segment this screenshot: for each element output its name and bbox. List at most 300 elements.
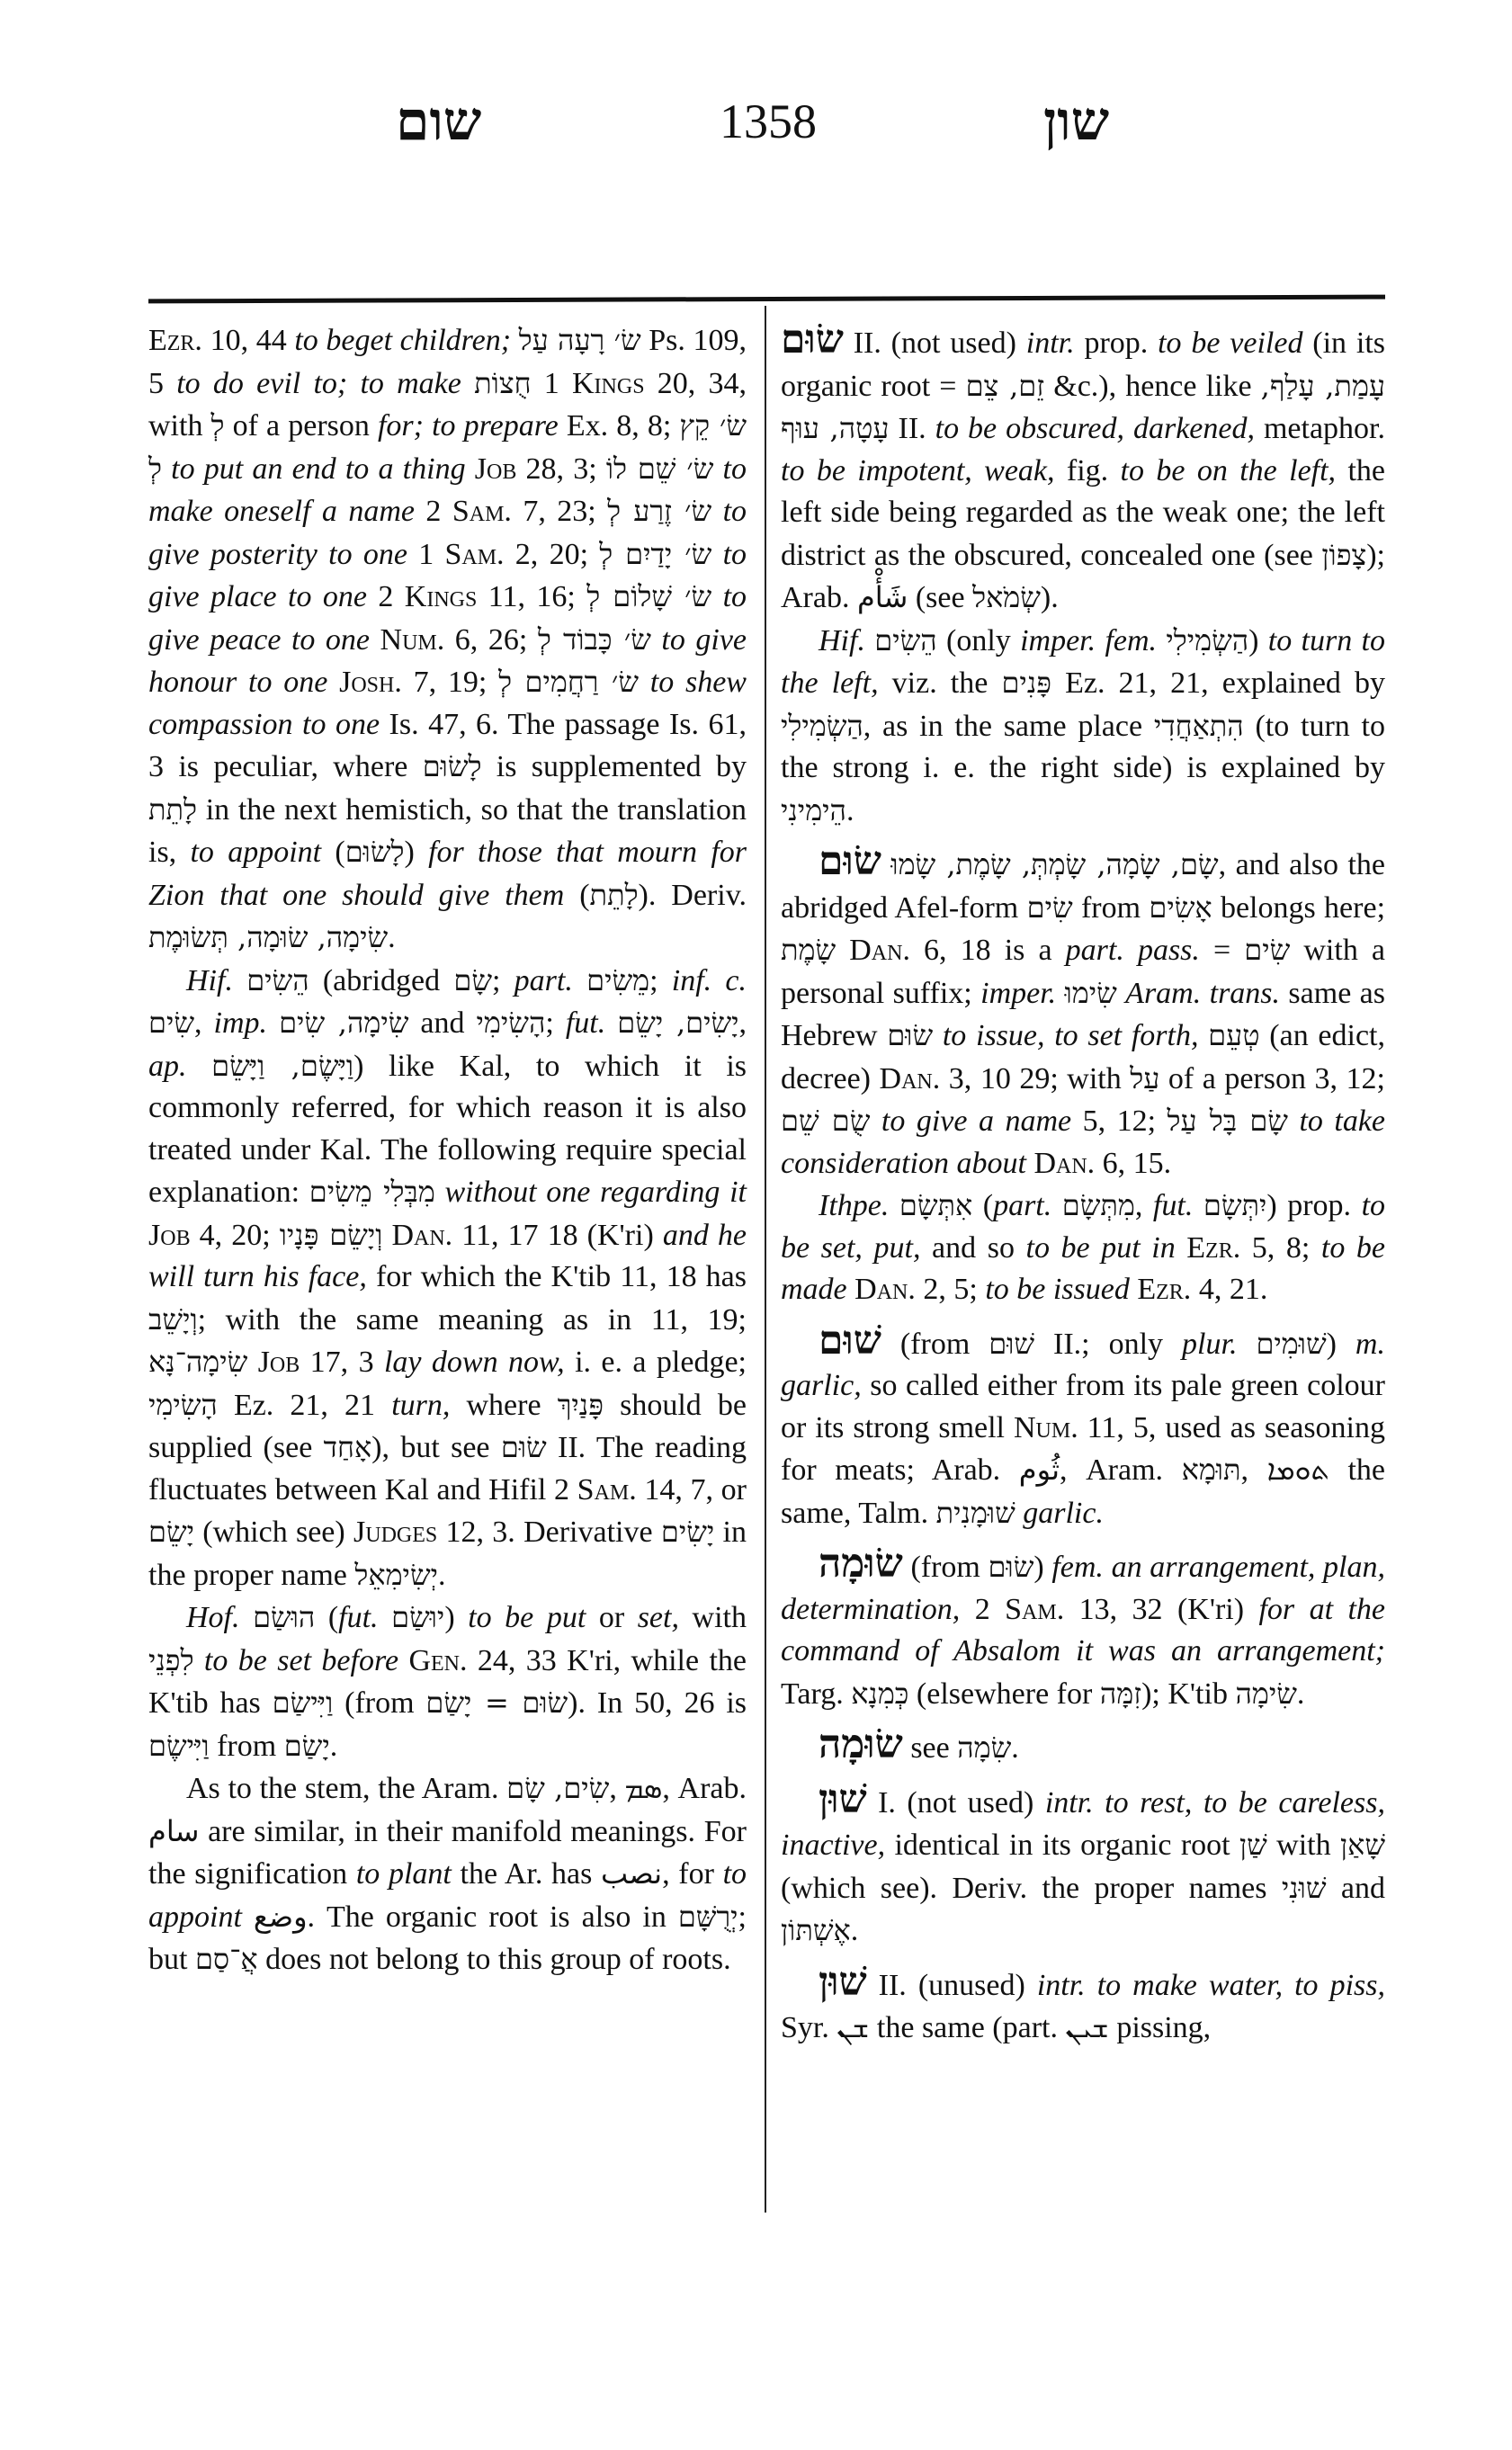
text-run: &c.), hence like: [1044, 369, 1261, 403]
text-run: ): [1248, 623, 1268, 657]
text-run: Syr.: [781, 2011, 837, 2044]
italic-run: to take consideration about: [781, 1104, 1386, 1180]
column-divider: [765, 306, 766, 2213]
italic-run: to do evil to; to make: [176, 366, 475, 400]
text-run: in the next hemistich, so that the translation is,: [148, 792, 747, 869]
text-run: (: [579, 878, 590, 912]
italic-run: plur.: [1182, 1327, 1257, 1361]
entry-paragraph: [781, 1543, 1385, 1715]
text-run: 17, 3: [300, 1346, 384, 1379]
italic-run: imper. fem.: [1020, 623, 1167, 657]
hebrew-run: שָׂם בָּל עַל: [1167, 1104, 1288, 1138]
text-run: Ps. 109, 5: [148, 324, 747, 400]
small-caps-run: Kings: [404, 580, 478, 613]
text-run: .: [329, 1729, 338, 1763]
hebrew-run: הוּשַׂם: [253, 1600, 316, 1634]
text-run: 6, 18 is a: [909, 934, 1066, 967]
text-run: ,: [194, 1006, 214, 1040]
small-caps-run: Dan.: [1033, 1146, 1096, 1180]
text-run: II. The reading fluctuates between Kal and Hifil 2: [148, 1431, 747, 1507]
hebrew-run: פָּנִים: [1001, 666, 1051, 700]
text-run: and: [1326, 1871, 1385, 1905]
hebrew-run: שִׂים: [148, 1006, 195, 1040]
hebrew-run: מִבְּלִי מֵשִׂים: [309, 1175, 435, 1209]
text-run: (only: [936, 623, 1021, 657]
hebrew-run: תּוּמָא: [1181, 1453, 1241, 1487]
text-run: 24, 33 K'ri, while the K'tib has: [148, 1643, 747, 1720]
hebrew-run: פָּנַיִךְ: [557, 1387, 604, 1422]
italic-run: lay down now,: [383, 1346, 576, 1379]
hebrew-run: הִתְאַחֲדִי: [1153, 708, 1244, 743]
hebrew-run: שׁוּם: [989, 1326, 1035, 1361]
hebrew-run: שׁוּנִי: [1281, 1870, 1327, 1905]
small-caps-run: Sam.: [577, 1472, 637, 1507]
hebrew-run: יָשֵׂם: [148, 1515, 195, 1549]
text-run: , for: [662, 1857, 723, 1891]
hebrew-run: וַיִּישַׂם: [272, 1685, 334, 1720]
hebrew-run: שִׂימָה־נָּא: [148, 1345, 248, 1379]
hebrew-run: יָשַׂם: [283, 1728, 330, 1763]
hebrew-run: שׂוּם = יָשַׂם: [425, 1685, 568, 1720]
hebrew-run: מֵשִׂים: [586, 962, 650, 997]
italic-run: to appoint: [148, 1857, 747, 1934]
italic-run: part.: [514, 963, 587, 997]
hebrew-run: יִתְּשָׂם: [1203, 1188, 1267, 1222]
hebrew-run: הָשִׂימִי: [148, 1387, 218, 1422]
small-caps-run: Sam.: [1005, 1592, 1065, 1626]
small-caps-run: Josh.: [339, 666, 402, 699]
hebrew-run: שׂוּם: [988, 1550, 1034, 1584]
italic-run: to shew compassion to one: [148, 666, 747, 741]
text-run: II. (not used): [843, 326, 1026, 360]
text-run: (from: [333, 1686, 426, 1720]
text-run: 3, 10 29; with: [940, 1061, 1131, 1095]
text-run: (: [335, 836, 345, 869]
hebrew-run: יָשִׂים: [660, 1515, 715, 1549]
text-run: II.: [889, 412, 935, 445]
text-run: 2: [378, 580, 405, 613]
italic-run: intr.: [1025, 326, 1085, 360]
text-run: , Aram.: [1060, 1453, 1182, 1487]
italic-run: for those that mourn for Zion that one should give them: [148, 836, 747, 912]
arabic-syriac-run: ܫܢ: [837, 2010, 870, 2044]
italic-run: part. pass.: [1065, 934, 1213, 967]
hebrew-run: שׂ׳ שֵׁם לוֹ: [605, 451, 714, 486]
text-run: ), but see: [371, 1431, 501, 1464]
text-run: 7, 19;: [401, 666, 499, 699]
entry-paragraph: [781, 1721, 1385, 1770]
small-caps-run: Job: [148, 1218, 191, 1252]
hebrew-run: אֶשְׁתּוֹן: [781, 1913, 851, 1947]
hebrew-run: שַׁן: [1239, 1828, 1267, 1862]
hebrew-run: שִׂמָה: [957, 1730, 1012, 1765]
hebrew-run: שׁוּמָנִית: [935, 1495, 1015, 1530]
text-run: ,: [738, 1006, 747, 1040]
italic-run: to give honour to one: [148, 622, 747, 699]
headword: שׁוּן: [819, 1775, 867, 1822]
text-run: the same (part.: [869, 2011, 1066, 2044]
text-run: is supplemented by: [481, 750, 747, 783]
text-run: 14, 7, or: [636, 1472, 747, 1507]
text-run: ;: [491, 963, 514, 997]
text-run: are similar, in their manifold meanings. For the signification: [148, 1814, 747, 1891]
entry-paragraph: [781, 1185, 1385, 1311]
hebrew-run: זִמָּה: [1099, 1676, 1142, 1711]
text-run: (: [972, 1189, 994, 1222]
text-run: 4, 20;: [190, 1218, 280, 1252]
italic-run: Aram. trans.: [1116, 976, 1289, 1010]
hebrew-run: אָחַד: [323, 1430, 372, 1464]
text-run: with: [692, 1601, 747, 1634]
text-run: ).: [1040, 581, 1059, 614]
text-run: same as Hebrew: [781, 976, 1385, 1052]
hebrew-run: צָפוֹן: [1321, 537, 1367, 572]
hebrew-run: וְיָשֵׁב: [148, 1301, 198, 1337]
italic-run: to put an end to a thing: [161, 452, 475, 486]
hebrew-run: שִׂימָה, שׂוּמָה, תְּשׂוּמֶת: [148, 920, 389, 954]
text-run: ): [1326, 1327, 1355, 1361]
italic-run: fut.: [565, 1006, 618, 1040]
hebrew-run: אָשִׂים: [1149, 890, 1212, 925]
text-run: from: [1072, 890, 1150, 925]
text-run: 2, 5;: [915, 1273, 986, 1306]
italic-run: to give place to one: [148, 537, 747, 613]
hebrew-run: יוּשַׂם: [391, 1600, 445, 1634]
small-caps-run: Num.: [380, 622, 445, 657]
hebrew-run: שׂ׳ יָדַיִם לְ: [599, 536, 712, 571]
text-run: . The organic root is also in: [307, 1900, 678, 1934]
running-head-left: שום: [396, 92, 482, 151]
hebrew-run: הַשְׂמִילִי: [781, 708, 863, 743]
italic-run: intr. to rest, to be careless, inactive,: [781, 1785, 1385, 1862]
italic-run: fut.: [1152, 1189, 1203, 1222]
entry-paragraph: [781, 1958, 1385, 2050]
entry-paragraph: [781, 620, 1385, 833]
italic-run: to be put in: [1025, 1230, 1187, 1265]
small-caps-run: Num.: [1013, 1410, 1078, 1444]
text-run: of a person 3, 12;: [1159, 1061, 1385, 1095]
text-run: I. (not used): [866, 1785, 1045, 1820]
text-run: ): [1033, 1551, 1052, 1584]
hebrew-run: שׂוּם: [500, 1430, 547, 1464]
arabic-syriac-run: سام: [148, 1813, 200, 1848]
hebrew-run: שִׂים, שָׂם: [506, 1771, 610, 1805]
italic-run: imp.: [213, 1006, 280, 1040]
italic-run: to give peace to one: [148, 580, 747, 657]
italic-run: garlic.: [1015, 1496, 1104, 1530]
small-caps-run: Ezr.: [1186, 1230, 1241, 1265]
text-run: fig.: [1066, 453, 1121, 487]
text-run: ) prop.: [1266, 1189, 1362, 1222]
text-run: see: [902, 1731, 958, 1765]
text-run: 10, 44: [201, 324, 295, 357]
text-run: , Arab.: [662, 1772, 747, 1805]
left-column: [148, 319, 747, 1981]
text-run: 7, 23;: [511, 495, 608, 528]
italic-run: to be set before: [193, 1643, 409, 1677]
small-caps-run: Sam.: [444, 537, 505, 571]
text-run: 5, 12;: [1082, 1104, 1168, 1138]
text-run: (from: [902, 1551, 989, 1584]
italic-run: Hof.: [186, 1601, 254, 1634]
page-number: 1358: [720, 94, 817, 148]
text-run: [247, 1346, 257, 1379]
text-run: the same, Talm.: [781, 1453, 1385, 1530]
italic-run: Hif.: [186, 963, 247, 997]
text-run: or: [598, 1601, 638, 1634]
text-run: with: [1266, 1829, 1340, 1862]
italic-run: fut.: [338, 1601, 392, 1634]
arabic-syriac-run: ܬܘܡܐ: [1266, 1453, 1329, 1487]
hebrew-run: הֵשִׂים: [874, 622, 937, 657]
italic-run: to plant: [355, 1857, 461, 1891]
text-run: 13, 32 (K'ri): [1064, 1592, 1259, 1626]
small-caps-run: Judges: [353, 1516, 438, 1549]
text-run: 2, 20;: [504, 537, 600, 571]
entry-paragraph: [148, 1767, 747, 1981]
italic-run: imper.: [980, 976, 1065, 1010]
hebrew-run: שִׂים: [1244, 933, 1291, 967]
text-run: Targ.: [781, 1677, 852, 1711]
hebrew-run: שׁוּמִים: [1256, 1326, 1327, 1361]
hebrew-run: מִתְּשָׂם: [1061, 1188, 1135, 1222]
small-caps-run: Dan.: [849, 934, 910, 967]
headword: שׂוּמָה: [819, 1721, 903, 1767]
text-run: pissing,: [1108, 2011, 1212, 2044]
text-run: in the proper name: [148, 1516, 747, 1592]
entry-paragraph: [781, 838, 1386, 1185]
italic-run: without one regarding it: [434, 1176, 747, 1209]
italic-run: for; to prepare: [377, 409, 567, 443]
text-run: Ex. 8, 8;: [566, 409, 680, 443]
text-run: , as in the same place: [863, 709, 1154, 743]
text-run: should be supplied (see: [148, 1388, 747, 1464]
headword: שׂוּם: [781, 317, 844, 362]
text-run: 1: [418, 537, 445, 571]
text-run: the left side being regarded as the weak one; the left district as the obscured, concealed one (see: [781, 453, 1385, 572]
text-run: (to turn to the strong i. e. the right side) is explained by: [781, 709, 1386, 784]
text-run: and so: [932, 1230, 1026, 1265]
hebrew-run: שָׂם: [453, 962, 492, 997]
text-run: and: [408, 1006, 477, 1040]
italic-run: to appoint: [190, 836, 336, 869]
hebrew-run: שׂ׳ רָעָה עַל: [518, 323, 641, 357]
italic-run: and he will turn his face,: [148, 1218, 747, 1293]
text-run: , and also the abridged Afel-form: [781, 848, 1385, 925]
hebrew-run: לִפְנֵי: [148, 1642, 194, 1677]
hebrew-run: שׂ׳ זֶרַע לְ: [607, 494, 712, 528]
italic-run: set,: [637, 1601, 693, 1634]
italic-run: fem. an arrangement, plan, determination,: [781, 1551, 1385, 1626]
hebrew-run: וַיָּשֶׂם, וַיָּשֵׂם: [211, 1048, 354, 1083]
hebrew-run: שׂ׳ כָּבוֹד לְ: [537, 621, 651, 657]
headword: שׁוּן: [819, 1958, 867, 2005]
italic-run: to give posterity to one: [148, 495, 747, 571]
text-run: 11, 5, used as seasoning for meats; Arab.: [781, 1410, 1385, 1487]
text-run: metaphor.: [1263, 412, 1385, 445]
text-run: i. e. a pledge;: [575, 1346, 747, 1379]
text-run: ): [444, 1601, 469, 1634]
hebrew-run: שֻׂם שֵׁם: [781, 1104, 871, 1138]
hebrew-run: יְרֻשָּׁם: [677, 1899, 738, 1934]
hebrew-run: לָשׂוּם: [422, 749, 482, 783]
hebrew-run: עַל: [1130, 1060, 1160, 1095]
hebrew-run: אִתְּשָׂם: [899, 1188, 973, 1222]
italic-run: to be impotent, weak,: [781, 453, 1067, 487]
text-run: where: [466, 1388, 558, 1422]
text-run: 1: [531, 366, 572, 400]
text-run: (from: [881, 1327, 989, 1361]
hebrew-run: לָשׂוּם: [344, 835, 405, 869]
text-run: ,: [1240, 1453, 1267, 1487]
hebrew-run: וְיָשֵׂם פָּנָיו: [279, 1217, 383, 1252]
italic-run: to make oneself a name: [148, 452, 747, 528]
text-run: the Ar. has: [460, 1857, 601, 1891]
italic-run: to be put: [468, 1601, 599, 1634]
small-caps-run: Job: [474, 452, 517, 486]
text-run: .: [845, 793, 854, 827]
text-run: =: [1213, 934, 1245, 967]
italic-run: to be veiled: [1158, 326, 1313, 360]
text-run: (elsewhere for: [908, 1677, 1100, 1711]
hebrew-run: שָׂמֶת: [781, 933, 837, 967]
hebrew-run: שָׂם, שָׂמָה, שָׂמְתְּ, שָׂמֶת, שָׂמוּ: [890, 847, 1219, 881]
hebrew-run: שִׂימָה, שִׂים: [279, 1006, 409, 1040]
italic-run: to turn to the left,: [781, 623, 1385, 700]
small-caps-run: Dan.: [879, 1061, 941, 1095]
text-run: [836, 934, 849, 967]
text-run: .: [1011, 1731, 1019, 1765]
text-run: .: [1296, 1677, 1305, 1711]
entry-paragraph: [148, 1596, 747, 1767]
arabic-syriac-run: ܣܡ: [624, 1771, 663, 1805]
text-run: from: [209, 1729, 284, 1763]
small-caps-run: Gen.: [408, 1643, 468, 1677]
italic-run: m. garlic,: [781, 1327, 1385, 1402]
entry-paragraph: [148, 319, 747, 960]
hebrew-run: לְ: [210, 408, 225, 443]
italic-run: inf. c.: [671, 963, 747, 997]
small-caps-run: Ezr.: [1137, 1273, 1192, 1306]
text-run: belongs here;: [1212, 890, 1386, 925]
italic-run: to be set, put,: [781, 1189, 1386, 1265]
entry-paragraph: [781, 319, 1385, 620]
text-run: identical in its organic root: [894, 1829, 1239, 1862]
text-run: II.; only: [1034, 1327, 1183, 1361]
arabic-syriac-run: ܫܝܢ: [1065, 2010, 1109, 2044]
text-run: 12, 3. Derivative: [437, 1516, 661, 1549]
italic-run: Ithpe.: [819, 1189, 899, 1222]
arabic-syriac-run: شَأْم: [856, 580, 908, 614]
text-run: ;: [649, 963, 672, 997]
text-run: (: [315, 1601, 339, 1634]
text-run: (an edict, decree): [781, 1019, 1385, 1095]
text-run: 6, 15.: [1095, 1146, 1172, 1180]
hebrew-run: לָתֵת: [148, 791, 197, 827]
text-run: II. (unused): [866, 1968, 1037, 2002]
text-run: viz. the: [891, 666, 1002, 700]
text-run: (abridged: [309, 963, 454, 997]
text-run: ,: [609, 1772, 625, 1805]
hebrew-run: שִׂים: [1026, 890, 1073, 925]
text-run: so called either from its pale green colour or its strong smell: [781, 1369, 1385, 1444]
headword: שׂוּמָה: [819, 1541, 903, 1587]
text-run: As to the stem, the Aram.: [186, 1772, 507, 1805]
text-run: Is. 47, 6. The passage Is. 61, 3 is peculiar, where: [148, 707, 747, 783]
text-run: ). In 50, 26 is: [568, 1686, 747, 1720]
text-run: of a person: [224, 409, 378, 443]
italic-run: to give a name: [870, 1104, 1083, 1138]
header-rule: [148, 295, 1385, 304]
text-run: ); K'tib: [1141, 1677, 1236, 1711]
hebrew-run: טְעֵם: [1208, 1018, 1260, 1052]
text-run: Ez. 21, 21, explained by: [1051, 666, 1386, 700]
text-run: ;: [545, 1006, 566, 1040]
text-run: (which see). Deriv. the proper names: [781, 1871, 1282, 1905]
italic-run: Hif.: [819, 623, 875, 657]
hebrew-run: הַשְׂמִילִי: [1166, 622, 1249, 657]
text-run: ,: [1134, 1189, 1153, 1222]
small-caps-run: Job: [257, 1346, 300, 1379]
text-run: .: [850, 1914, 859, 1947]
italic-run: to be issued: [985, 1273, 1138, 1306]
hebrew-run: יָשִׂים, יָשֵׂם: [617, 1006, 739, 1040]
text-run: 11, 17 18 (K'ri): [452, 1218, 663, 1252]
entry-paragraph: [781, 1317, 1385, 1535]
hebrew-run: שׂ׳ קֵץ לְ: [148, 408, 747, 486]
small-caps-run: Dan.: [391, 1218, 453, 1252]
text-run: 2: [425, 495, 452, 528]
hebrew-run: שִׂימָה: [1235, 1676, 1297, 1711]
text-run: ). Deriv.: [638, 878, 747, 912]
text-run: .: [388, 921, 396, 954]
text-run: 5, 8;: [1240, 1230, 1321, 1265]
hebrew-run: וַיִּישֶׂם: [148, 1728, 210, 1763]
text-run: with a personal suffix;: [781, 934, 1385, 1010]
text-run: (which see): [194, 1516, 353, 1549]
text-run: 11, 16;: [477, 580, 587, 613]
text-run: 20, 34, with: [148, 366, 747, 443]
text-run: (see: [908, 581, 973, 614]
text-run: does not belong to this group of roots.: [257, 1943, 731, 1976]
text-run: ); Arab.: [781, 538, 1385, 614]
small-caps-run: Dan.: [854, 1273, 916, 1306]
small-caps-run: Kings: [571, 366, 645, 400]
hebrew-run: יְשִׂימִאֵל: [354, 1557, 438, 1592]
small-caps-run: Sam.: [452, 495, 512, 528]
hebrew-run: הֵימִינִי: [781, 792, 846, 827]
text-run: 4, 21.: [1191, 1273, 1268, 1306]
running-head-right: שון: [1043, 92, 1110, 151]
text-run: ): [404, 836, 429, 869]
hebrew-run: שְׂמֹאל: [972, 580, 1041, 614]
text-run: .: [437, 1558, 446, 1592]
hebrew-run: עָמַת, עָלַף, עָטָה, עוּף: [781, 368, 1386, 445]
hebrew-run: שָׁאַן: [1339, 1828, 1385, 1862]
hebrew-run: שׂ׳ שָׁלוֹם לְ: [586, 579, 712, 613]
italic-run: to beget children;: [294, 324, 519, 357]
hebrew-run: הָשִׂימִי: [476, 1006, 546, 1040]
right-column: [781, 319, 1385, 2050]
hebrew-run: חֻצוֹת: [474, 365, 532, 400]
small-caps-run: Ezr.: [148, 324, 202, 357]
hebrew-run: שׂוּם: [887, 1018, 934, 1052]
headword: שׁוּם: [819, 1317, 881, 1364]
text-run: ; but: [148, 1900, 747, 1976]
hebrew-run: כְּמִנָא: [851, 1676, 909, 1711]
text-run: prop.: [1084, 326, 1159, 360]
hebrew-run: הֵשִׂים: [246, 962, 309, 997]
